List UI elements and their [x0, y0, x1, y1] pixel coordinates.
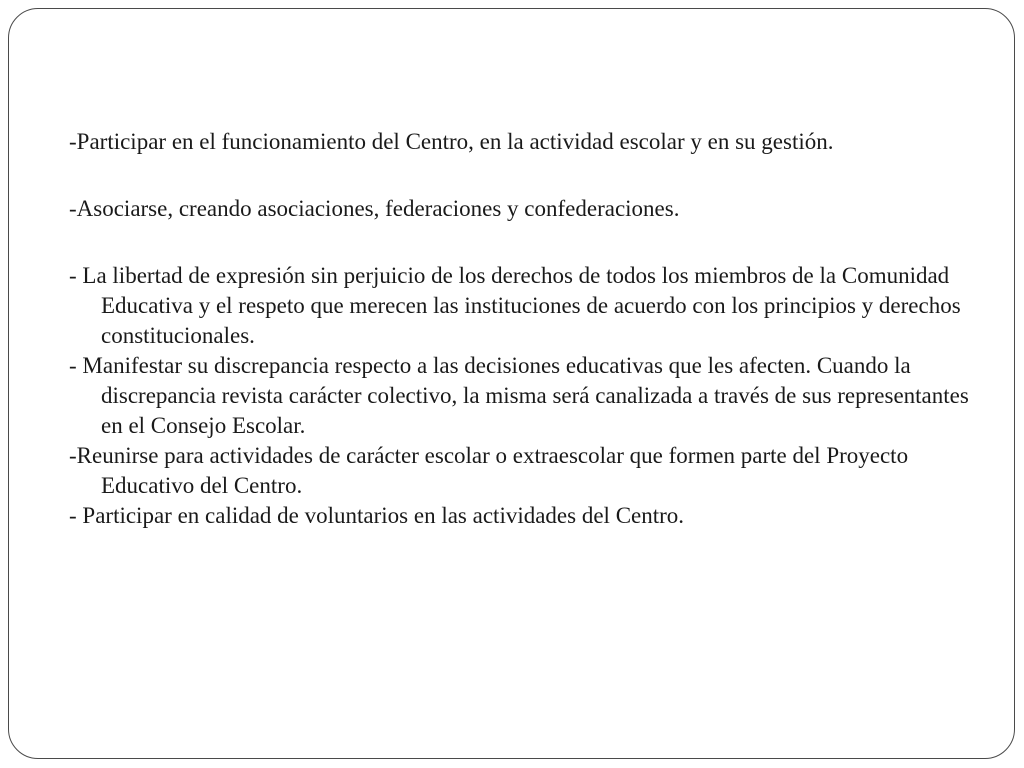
- slide-frame: [8, 8, 1015, 759]
- paragraph-libertad-expresion: - La libertad de expresión sin perjuicio de los derechos de todos los miembros de la Comunidad Educativa y el respeto que merecen las instituciones de acuerdo con los principios y derechos constitucionales.: [69, 263, 961, 348]
- paragraph-participar-voluntarios: - Participar en calidad de voluntarios en las actividades del Centro.: [69, 503, 685, 528]
- paragraph-participar-funcionamiento: -Participar en el funcionamiento del Centro, en la actividad escolar y en su gestión.: [69, 129, 834, 154]
- slide-body-text: [69, 127, 973, 531]
- paragraph-reunirse: -Reunirse para actividades de carácter escolar o extraescolar que formen parte del Proyecto Educativo del Centro.: [69, 443, 909, 498]
- paragraph-manifestar-discrepancia: - Manifestar su discrepancia respecto a las decisiones educativas que les afecten. Cuando la discrepancia revista carácter colectivo, la misma será canalizada a través de sus representantes en el Consejo Escolar.: [69, 353, 969, 438]
- paragraph-asociarse: -Asociarse, creando asociaciones, federaciones y confederaciones.: [69, 196, 680, 221]
